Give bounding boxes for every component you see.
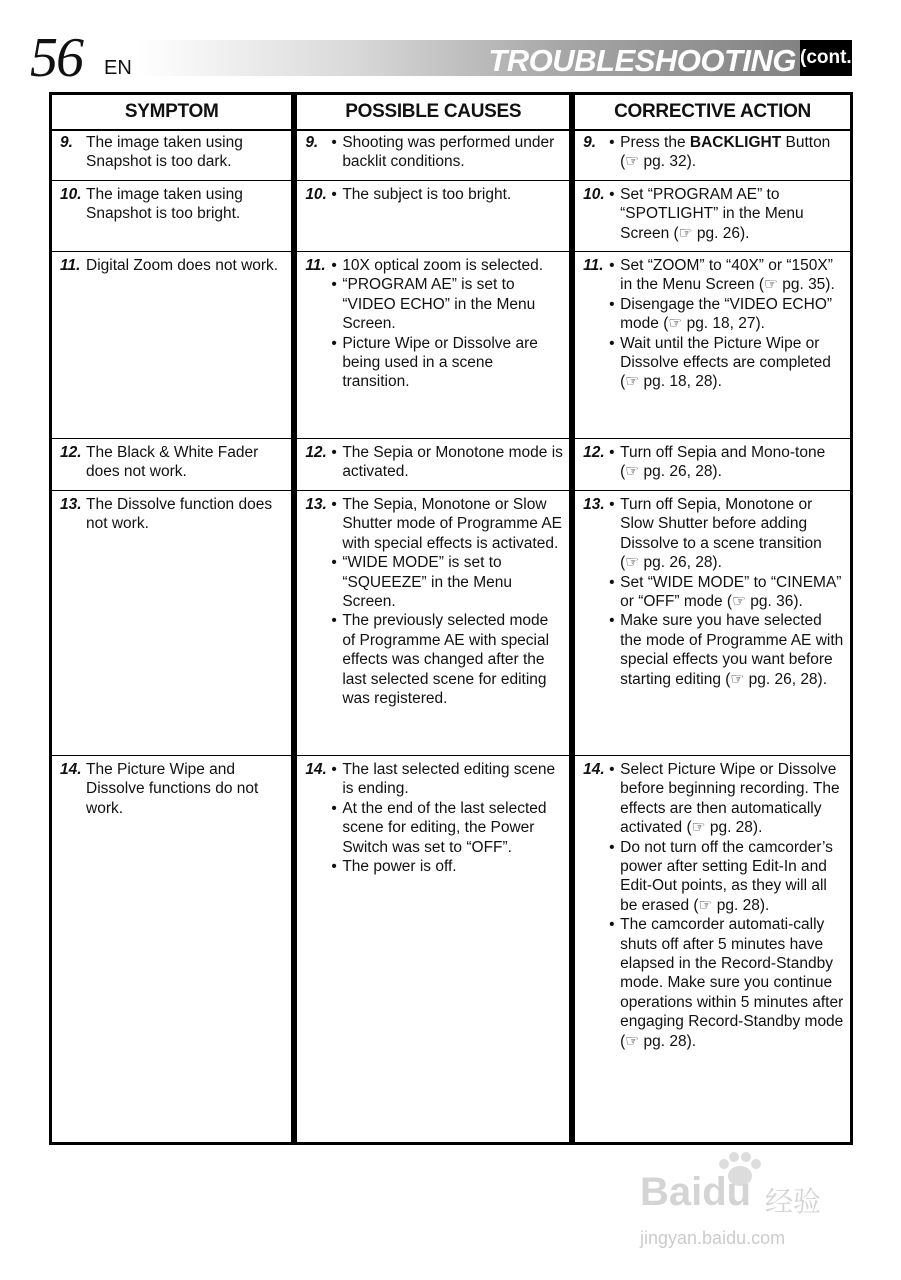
- causes-column: [297, 95, 569, 1142]
- item-text: Turn off Sepia, Monotone or Slow Shutter before adding Dissolve to a scene transition (☞ pg. 26, 28).: [620, 496, 822, 572]
- bullet-icon: •: [331, 496, 337, 513]
- table-row: [297, 181, 569, 252]
- row-number: 11.: [583, 257, 604, 274]
- item-text: The last selected editing scene is ending.: [342, 761, 556, 798]
- action-item: [609, 295, 844, 334]
- row-number: 11.: [60, 257, 81, 274]
- table-row: [575, 252, 850, 439]
- bullet-icon: •: [609, 295, 615, 313]
- row-number: 10.: [60, 186, 82, 203]
- item-text: Select Picture Wipe or Dissolve before beginning recording. The effects are then automatically activated (☞ pg. 28).: [620, 761, 840, 837]
- table-row: [575, 491, 850, 756]
- table-row: [52, 129, 291, 181]
- bullet-icon: •: [331, 444, 337, 461]
- item-text: “PROGRAM AE” is set to “VIDEO ECHO” in the Menu Screen.: [342, 276, 536, 333]
- action-header: CORRECTIVE ACTION: [575, 95, 850, 131]
- row-number: 14.: [305, 761, 327, 778]
- cause-item: [331, 553, 563, 611]
- action-item: [609, 838, 844, 916]
- item-text: The Sepia or Monotone mode is activated.: [342, 444, 563, 481]
- action-item: [609, 256, 844, 295]
- bullet-icon: •: [609, 612, 615, 630]
- action-item: [609, 334, 844, 392]
- cause-item: [331, 443, 563, 482]
- table-row: [575, 181, 850, 252]
- item-text: Set “PROGRAM AE” to “SPOTLIGHT” in the Menu Screen (☞ pg. 26).: [620, 186, 804, 242]
- cause-item: [331, 857, 563, 876]
- cause-item: [331, 256, 563, 275]
- item-text: Disengage the “VIDEO ECHO” mode (☞ pg. 18, 27).: [620, 295, 833, 333]
- cause-item: [331, 133, 563, 172]
- table-row: [575, 129, 850, 181]
- item-text: Press the BACKLIGHT Button (☞ pg. 32).: [620, 134, 831, 171]
- symptom-header: SYMPTOM: [52, 95, 291, 131]
- action-column: [575, 95, 850, 1142]
- bullet-icon: •: [609, 186, 615, 203]
- item-text: Set “ZOOM” to “40X” or “150X” in the Menu Screen (☞ pg. 35).: [620, 257, 835, 294]
- symptom-column: [52, 95, 291, 1142]
- row-number: 14.: [60, 761, 82, 778]
- table-row: [52, 181, 291, 252]
- item-text: At the end of the last selected scene for editing, the Power Switch was set to “OFF”.: [342, 799, 547, 856]
- row-number: 13.: [583, 496, 605, 513]
- item-text: Set “WIDE MODE” to “CINEMA” or “OFF” mode (☞ pg. 36).: [620, 573, 842, 611]
- action-item: [609, 443, 844, 482]
- watermark-cn: 经验: [765, 1186, 822, 1217]
- bullet-icon: •: [331, 134, 337, 151]
- cause-item: [331, 275, 563, 333]
- row-number: 12.: [305, 444, 327, 461]
- item-text: Turn off Sepia and Mono-tone (☞ pg. 26, 28).: [620, 444, 826, 481]
- bullet-icon: •: [609, 257, 615, 274]
- action-item: [609, 185, 844, 243]
- bullet-icon: •: [609, 134, 615, 151]
- troubleshooting-table: [49, 92, 853, 1145]
- table-row: [575, 439, 850, 491]
- cause-item: [331, 334, 563, 392]
- action-item: [609, 760, 844, 838]
- bullet-icon: •: [609, 761, 615, 778]
- table-row: [52, 491, 291, 756]
- watermark-url: jingyan.baidu.com: [640, 1228, 786, 1248]
- bullet-icon: •: [609, 496, 615, 513]
- item-text: “WIDE MODE” is set to “SQUEEZE” in the Menu Screen.: [342, 554, 513, 611]
- table-row: [297, 491, 569, 756]
- row-number: 9.: [60, 134, 73, 151]
- item-text: The camcorder automati-cally shuts off after 5 minutes have elapsed in the Record-Standby mode. Make sure you continue operations within 5 minutes after engaging Record-Standby mode (☞ pg. 28).: [620, 916, 844, 1050]
- bullet-icon: •: [331, 858, 337, 876]
- row-number: 10.: [305, 186, 327, 203]
- bullet-icon: •: [331, 334, 337, 352]
- bullet-icon: •: [609, 334, 615, 352]
- symptom-text: The image taken using Snapshot is too dark.: [86, 134, 243, 171]
- watermark: [640, 1150, 860, 1260]
- action-item: [609, 573, 844, 612]
- item-text: Shooting was performed under backlit conditions.: [342, 134, 555, 171]
- cause-item: [331, 611, 563, 708]
- cause-item: [331, 495, 563, 553]
- symptom-text: The Dissolve function does not work.: [86, 496, 273, 533]
- action-item: [609, 133, 844, 172]
- table-row: [52, 252, 291, 439]
- bullet-icon: •: [609, 838, 615, 856]
- table-row: [297, 439, 569, 491]
- bullet-icon: •: [609, 916, 615, 934]
- table-row: [52, 439, 291, 491]
- symptom-text: Digital Zoom does not work.: [86, 257, 279, 274]
- item-text: The power is off.: [342, 858, 457, 876]
- row-number: 12.: [583, 444, 605, 461]
- symptom-text: The Black & White Fader does not work.: [86, 444, 259, 481]
- cause-item: [331, 185, 563, 204]
- action-item: [609, 611, 844, 689]
- row-number: 12.: [60, 444, 82, 461]
- row-number: 9.: [583, 134, 597, 151]
- page-header: [0, 27, 901, 90]
- row-number: 14.: [583, 761, 605, 778]
- table-row: [52, 756, 291, 1142]
- item-text: Wait until the Picture Wipe or Dissolve effects are completed (☞ pg. 18, 28).: [620, 334, 831, 391]
- bullet-icon: •: [609, 573, 615, 591]
- bullet-icon: •: [331, 761, 337, 778]
- bullet-icon: •: [331, 612, 337, 630]
- item-text: The previously selected mode of Programme AE with special effects was changed after the last selected scene for editing was registered.: [342, 612, 550, 708]
- table-row: [297, 252, 569, 439]
- title-bar: [138, 40, 859, 78]
- bullet-icon: •: [609, 444, 615, 461]
- row-number: 11.: [305, 257, 326, 274]
- cause-item: [331, 799, 563, 857]
- title-suffix: (cont.): [800, 40, 852, 76]
- bullet-icon: •: [331, 554, 337, 572]
- row-number: 9.: [305, 134, 319, 151]
- symptom-text: The Picture Wipe and Dissolve functions do not work.: [86, 761, 259, 817]
- symptom-text: The image taken using Snapshot is too bright.: [86, 186, 243, 223]
- action-item: [609, 915, 844, 1051]
- item-text: 10X optical zoom is selected.: [342, 257, 544, 274]
- bullet-icon: •: [331, 799, 337, 817]
- table-row: [575, 756, 850, 1142]
- page-language: EN: [104, 57, 132, 79]
- bullet-icon: •: [331, 276, 337, 294]
- page-title: TROUBLESHOOTING: [488, 43, 796, 78]
- causes-header: POSSIBLE CAUSES: [297, 95, 569, 131]
- watermark-logo: Baidu: [640, 1170, 752, 1214]
- item-text: The subject is too bright.: [342, 186, 512, 203]
- item-text: Picture Wipe or Dissolve are being used in a scene transition.: [342, 334, 538, 391]
- table-row: [297, 756, 569, 1142]
- item-text: Make sure you have selected the mode of Programme AE with special effects you want before starting editing (☞ pg. 26, 28).: [620, 612, 844, 688]
- bullet-icon: •: [331, 257, 337, 274]
- bullet-icon: •: [331, 186, 337, 203]
- action-item: [609, 495, 844, 573]
- row-number: 10.: [583, 186, 605, 203]
- page-number: 56: [30, 27, 82, 89]
- table-row: [297, 129, 569, 181]
- row-number: 13.: [305, 496, 327, 513]
- item-text: The Sepia, Monotone or Slow Shutter mode of Programme AE with special effects is activated.: [342, 496, 562, 552]
- item-text: Do not turn off the camcorder’s power after setting Edit-In and Edit-Out points, as they will all be erased (☞ pg. 28).: [620, 838, 833, 914]
- cause-item: [331, 760, 563, 799]
- row-number: 13.: [60, 496, 82, 513]
